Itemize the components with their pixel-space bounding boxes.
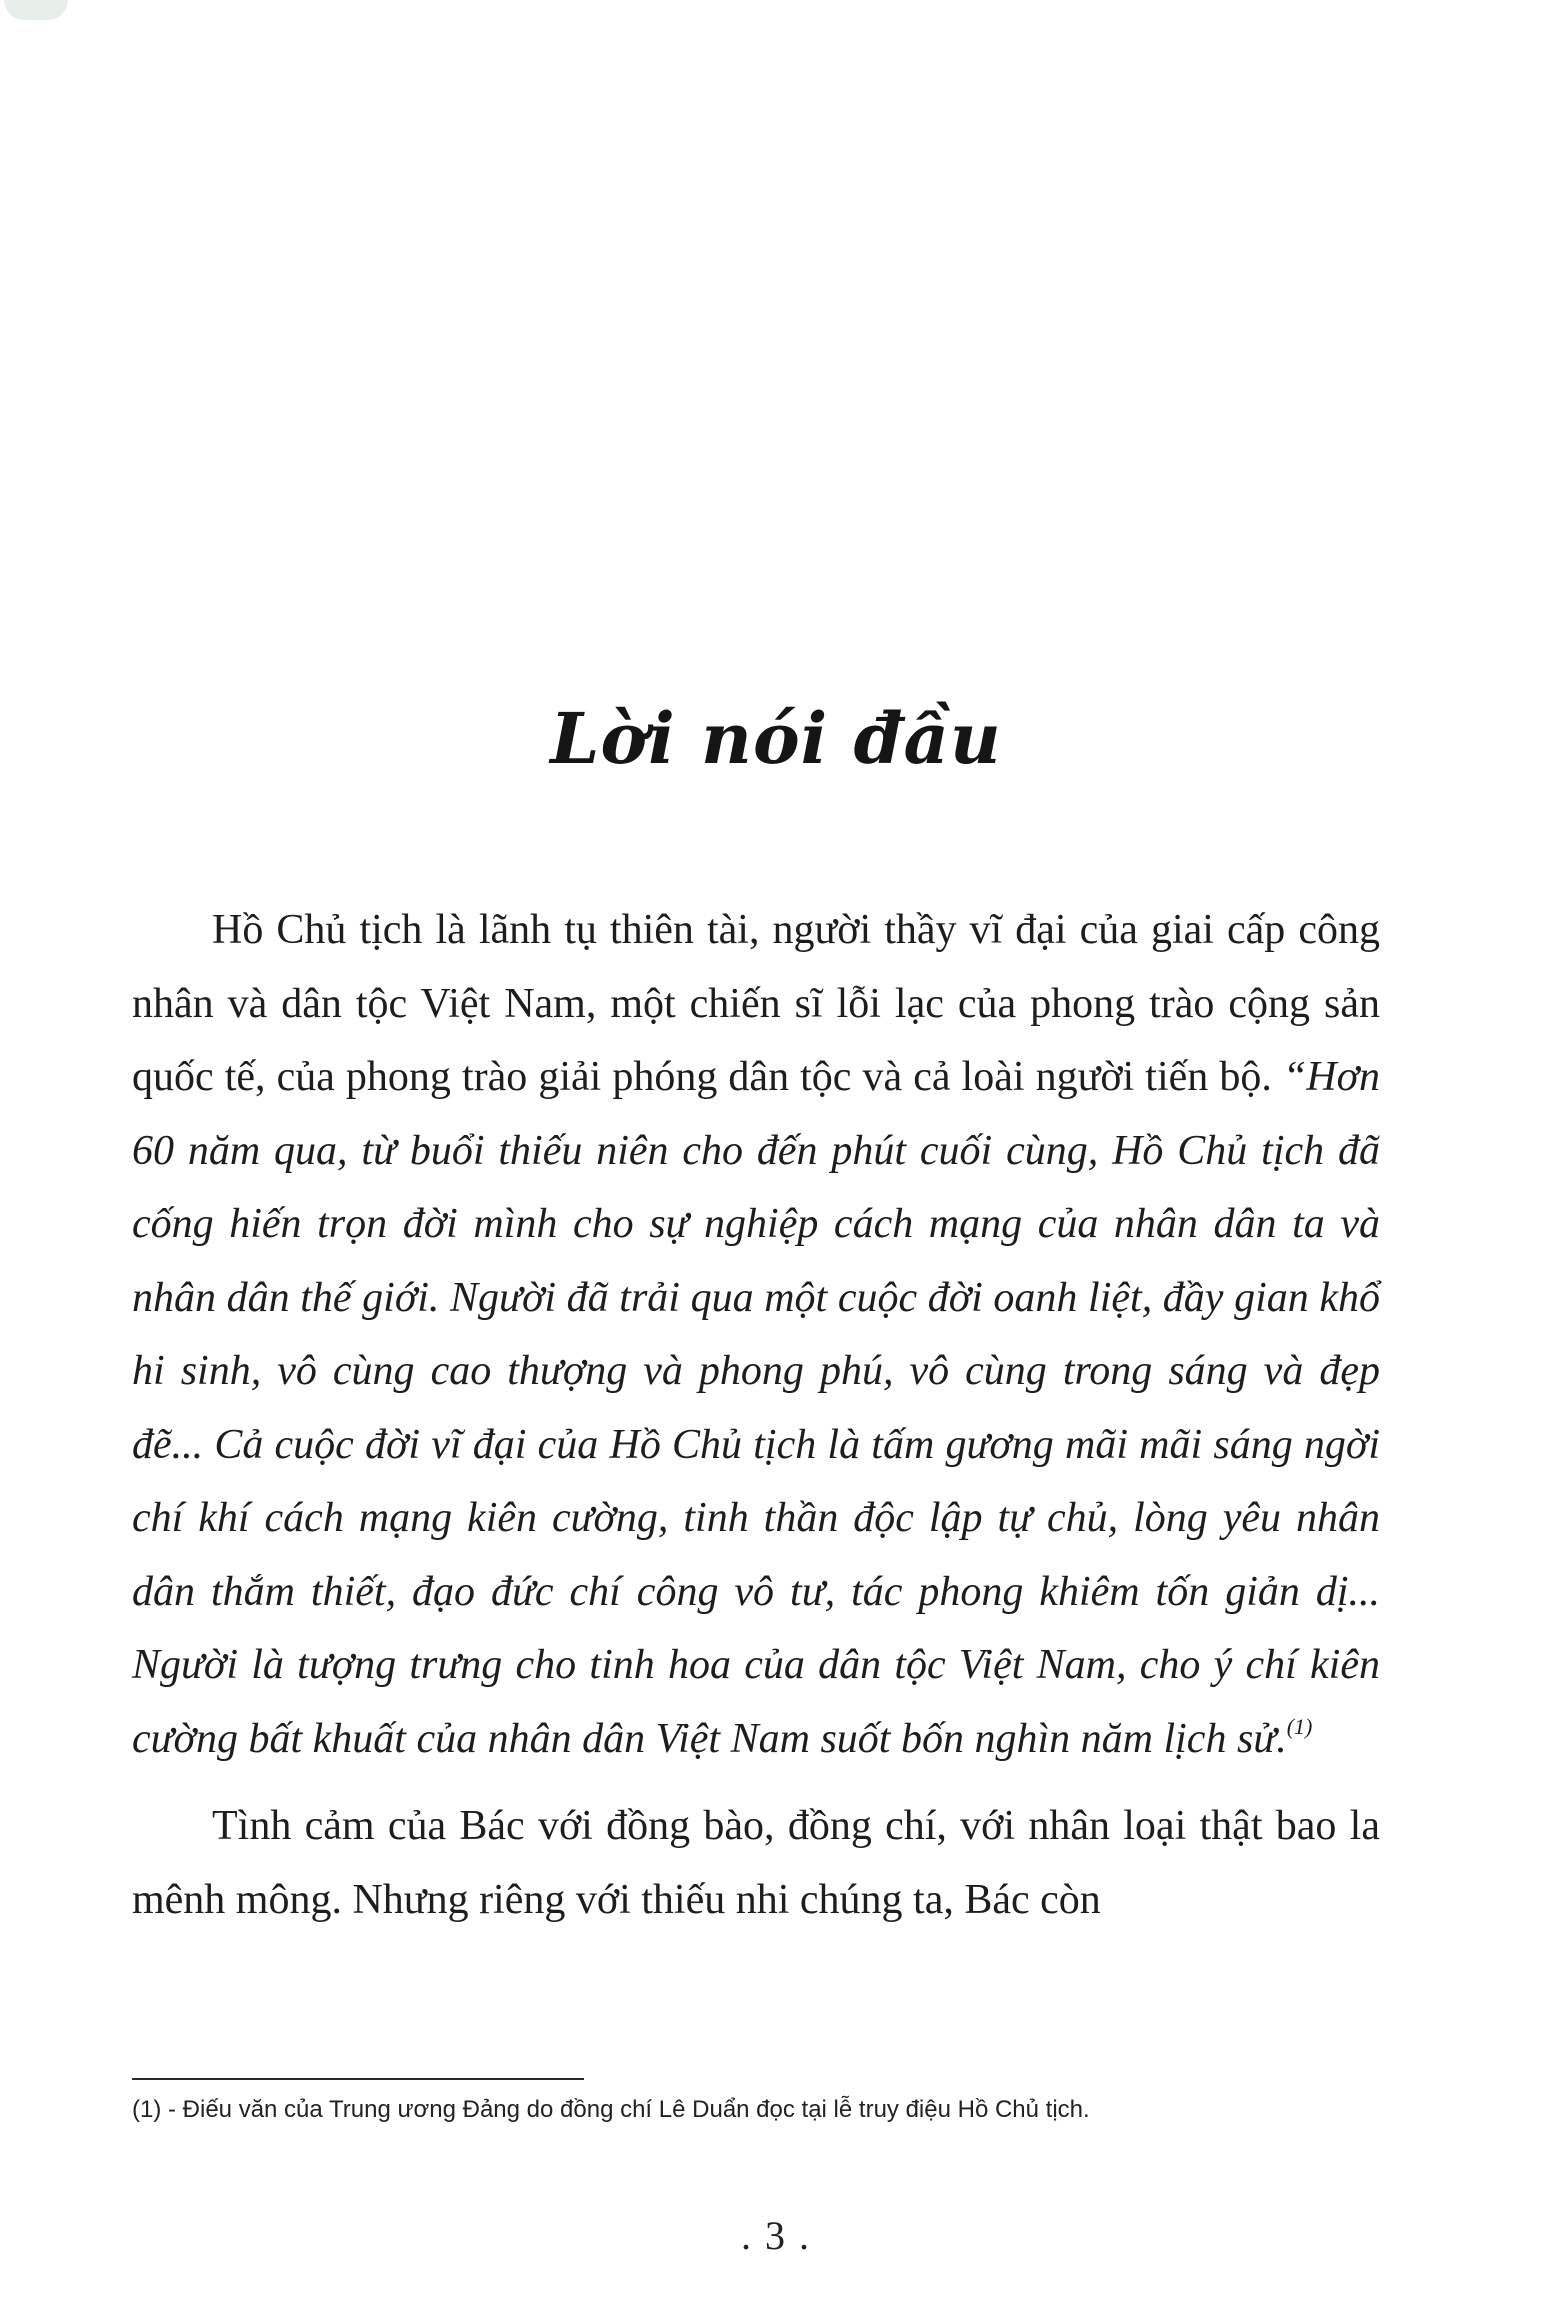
- paragraph-2: Tình cảm của Bác với đồng bào, đồng chí, với nhân loại thật bao la mênh mông. Nhưng riêng với thiếu nhi chúng ta, Bác còn: [132, 1803, 1380, 1923]
- footnote-reference: (1): [1286, 1713, 1313, 1739]
- body-text: [132, 894, 1380, 1937]
- footnote: (1) - Điếu văn của Trung ương Đảng do đồng chí Lê Duẩn đọc tại lễ truy điệu Hồ Chủ tịch.: [132, 2096, 1090, 2123]
- paragraph-1: [132, 894, 1380, 1776]
- page-corner-mark: [4, 0, 68, 20]
- paragraph-1-lead: Hồ Chủ tịch là lãnh tụ thiên tài, người thầy vĩ đại của giai cấp công nhân và dân tộc Việt Nam, một chiến sĩ lỗi lạc của phong trào cộng sản quốc tế, của phong trào giải phóng dân tộc và cả loài người tiến bộ.: [132, 907, 1380, 1100]
- page-number: . 3 .: [741, 2213, 811, 2258]
- footnote-divider: [132, 2078, 584, 2080]
- paragraph-1-quote: “Hơn 60 năm qua, từ buổi thiếu niên cho đến phút cuối cùng, Hồ Chủ tịch đã cống hiến trọn đời mình cho sự nghiệp cách mạng của nhân dân ta và nhân dân thế giới. Người đã trải qua một cuộc đời oanh liệt, đầy gian khổ hi sinh, vô cùng cao thượng và phong phú, vô cùng trong sáng và đẹp đẽ... Cả cuộc đời vĩ đại của Hồ Chủ tịch là tấm gương mãi mãi sáng ngời chí khí cách mạng kiên cường, tinh thần độc lập tự chủ, lòng yêu nhân dân thắm thiết, đạo đức chí công vô tư, tác phong khiêm tốn giản dị... Người là tượng trưng cho tinh hoa của dân tộc Việt Nam, cho ý chí kiên cường bất khuất của nhân dân Việt Nam suốt bốn nghìn năm lịch sử.: [132, 1054, 1380, 1762]
- page-title: Lời nói đầu: [550, 696, 1002, 780]
